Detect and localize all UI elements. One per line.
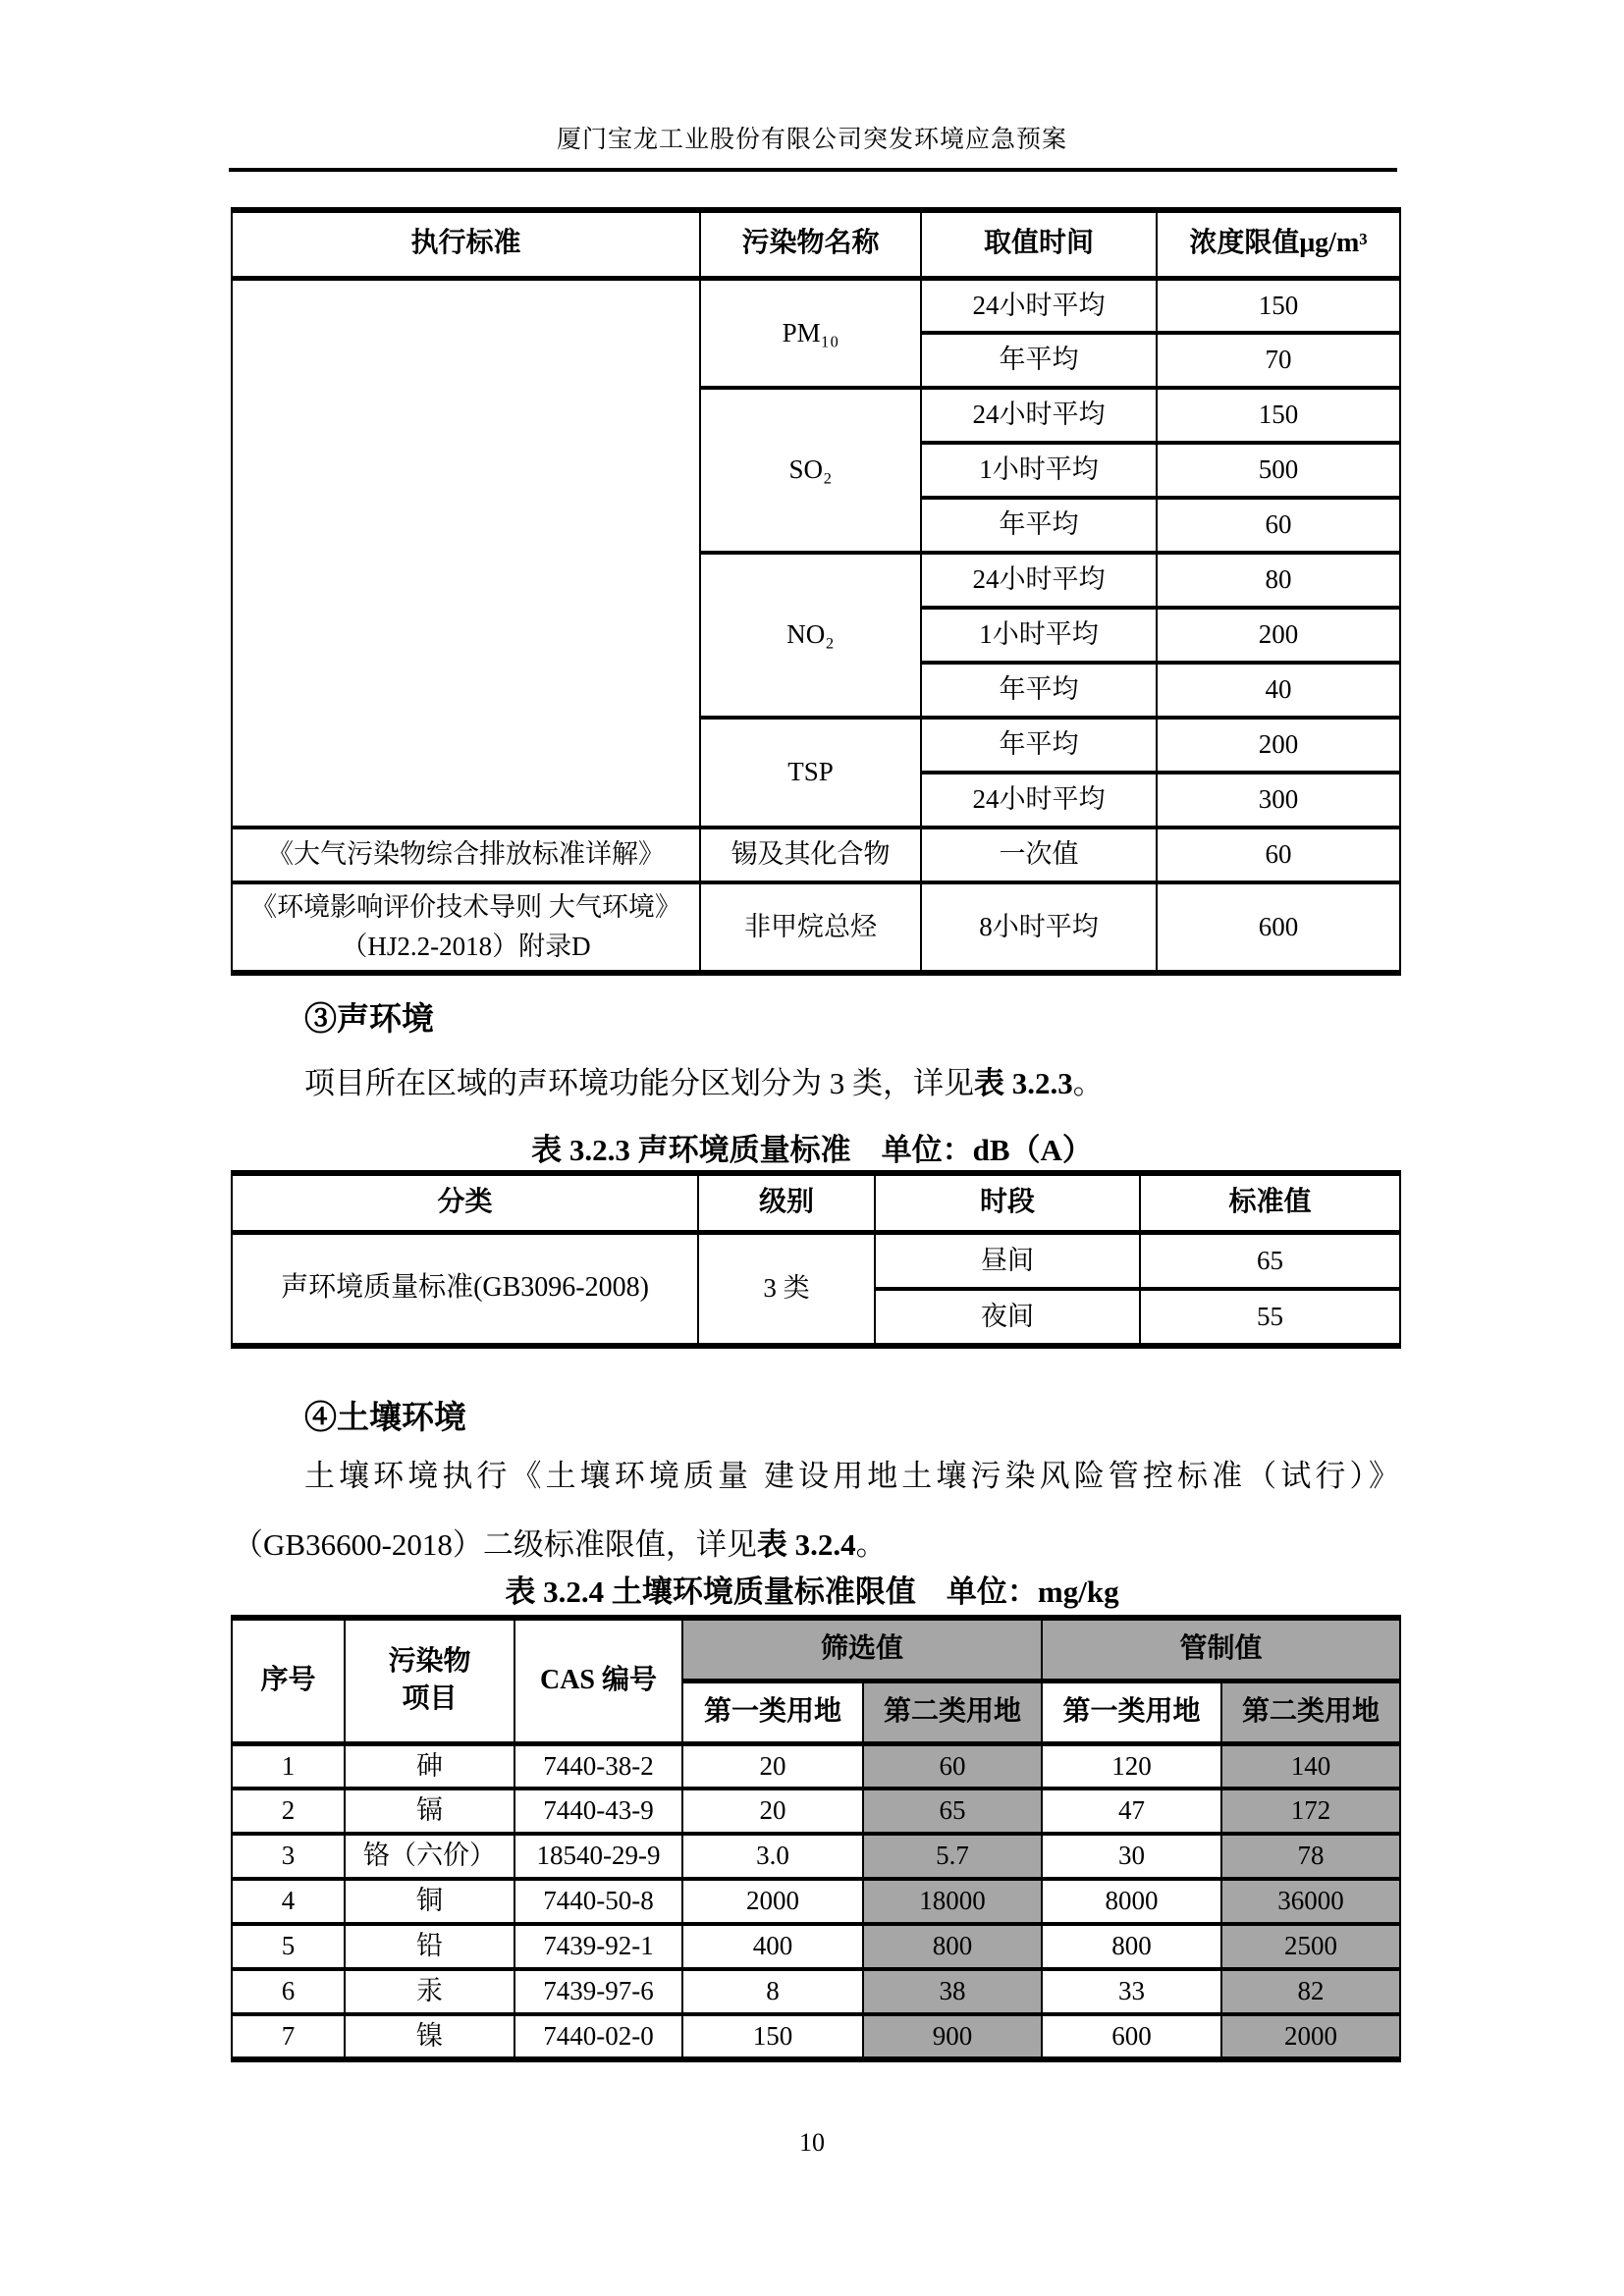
screening-class1-cell: 2000: [682, 1879, 863, 1924]
column-header-pollutant-item: [345, 1618, 514, 1743]
pollutant-item-cell: 镍: [345, 2014, 514, 2059]
noise-standards-table: [231, 1170, 1401, 1349]
column-header-pollutant-line1: 污染物: [388, 1646, 471, 1678]
pollutant-item-cell: 铅: [345, 1924, 514, 1969]
control-class2-cell: 140: [1221, 1743, 1400, 1789]
screening-class1-cell: 400: [682, 1924, 863, 1969]
column-header-cas: CAS 编号: [514, 1618, 682, 1743]
control-class2-cell: 172: [1221, 1789, 1400, 1834]
column-header-index: 序号: [232, 1618, 345, 1743]
averaging-time-cell: 年平均: [921, 498, 1157, 553]
noise-level-cell: 3 类: [698, 1232, 875, 1346]
table-323-reference: 表 3.2.3: [974, 1066, 1073, 1100]
column-header-land-class2: 第二类用地: [863, 1681, 1042, 1743]
column-header-value: 标准值: [1140, 1173, 1400, 1232]
document-header-title: 厦门宝龙工业股份有限公司突发环境应急预案: [556, 127, 1067, 153]
averaging-time-cell: 24小时平均: [921, 388, 1157, 443]
pollutant-item-cell: 铬（六价）: [345, 1834, 514, 1879]
paragraph-soil-line1: 土壤环境执行《土壤环境质量 建设用地土壤污染风险管控标准（试行）》: [304, 1459, 1399, 1493]
control-class2-cell: 2000: [1221, 2014, 1400, 2059]
row-index-cell: 7: [232, 2014, 345, 2059]
screening-class2-cell: 65: [863, 1789, 1042, 1834]
screening-class1-cell: 150: [682, 2014, 863, 2059]
column-header-limit: 浓度限值μg/m³: [1157, 210, 1400, 278]
screening-class2-cell: 38: [863, 1969, 1042, 2014]
noise-value-cell: 65: [1140, 1232, 1400, 1289]
column-header-period: 时段: [875, 1173, 1140, 1232]
paragraph-soil-line2: [233, 1520, 887, 1564]
table-324-reference: 表 3.2.4: [756, 1527, 856, 1562]
cas-number-cell: 7439-92-1: [514, 1924, 682, 1969]
screening-class1-cell: 3.0: [682, 1834, 863, 1879]
pollutant-name-cell: 锡及其化合物: [700, 828, 921, 882]
pollutant-item-cell: 砷: [345, 1743, 514, 1789]
control-class1-cell: 8000: [1042, 1879, 1221, 1924]
table-323-title: 表 3.2.3 声环境质量标准 单位：dB（A）: [531, 1133, 1093, 1167]
noise-category-cell: 声环境质量标准(GB3096-2008): [232, 1232, 698, 1346]
section-heading-soil: ④土壤环境: [304, 1401, 466, 1436]
cas-number-cell: 7439-97-6: [514, 1969, 682, 2014]
screening-class1-cell: 8: [682, 1969, 863, 2014]
limit-value-cell: 40: [1157, 663, 1400, 718]
control-class2-cell: 78: [1221, 1834, 1400, 1879]
column-header-land-class2: 第二类用地: [1221, 1681, 1400, 1743]
control-class1-cell: 47: [1042, 1789, 1221, 1834]
column-header-land-class1: 第一类用地: [1042, 1681, 1221, 1743]
screening-class2-cell: 18000: [863, 1879, 1042, 1924]
control-class2-cell: 2500: [1221, 1924, 1400, 1969]
noise-value-cell: 55: [1140, 1289, 1400, 1346]
limit-value-cell: 60: [1157, 828, 1400, 882]
limit-value-cell: 70: [1157, 333, 1400, 388]
limit-value-cell: 200: [1157, 718, 1400, 773]
pollutant-name-cell: SO₂: [700, 388, 921, 553]
control-class2-cell: 82: [1221, 1969, 1400, 2014]
averaging-time-cell: 1小时平均: [921, 608, 1157, 663]
noise-period-cell: 昼间: [875, 1232, 1140, 1289]
limit-value-cell: 60: [1157, 498, 1400, 553]
averaging-time-cell: 年平均: [921, 333, 1157, 388]
cas-number-cell: 7440-43-9: [514, 1789, 682, 1834]
control-class1-cell: 800: [1042, 1924, 1221, 1969]
column-group-screening-value: 筛选值: [682, 1618, 1042, 1681]
limit-value-cell: 200: [1157, 608, 1400, 663]
screening-class1-cell: 20: [682, 1743, 863, 1789]
air-quality-standards-table: [231, 207, 1401, 976]
averaging-time-cell: 24小时平均: [921, 278, 1157, 333]
column-header-standard: 执行标准: [232, 210, 700, 278]
column-header-pollutant-line2: 项目: [402, 1683, 458, 1715]
row-index-cell: 2: [232, 1789, 345, 1834]
limit-value-cell: 300: [1157, 773, 1400, 828]
row-index-cell: 5: [232, 1924, 345, 1969]
row-index-cell: 4: [232, 1879, 345, 1924]
table-324-title: 表 3.2.4 土壤环境质量标准限值 单位：mg/kg: [505, 1575, 1119, 1609]
limit-value-cell: 150: [1157, 388, 1400, 443]
row-index-cell: 6: [232, 1969, 345, 2014]
averaging-time-cell: 8小时平均: [921, 882, 1157, 973]
cas-number-cell: 7440-50-8: [514, 1879, 682, 1924]
pollutant-name-cell: 非甲烷总烃: [700, 882, 921, 973]
column-group-control-value: 管制值: [1042, 1618, 1400, 1681]
averaging-time-cell: 1小时平均: [921, 443, 1157, 498]
screening-class1-cell: 20: [682, 1789, 863, 1834]
soil-standards-table: [231, 1615, 1401, 2062]
paragraph-soil-period: 。: [855, 1527, 887, 1562]
pollutant-name-cell: NO₂: [700, 553, 921, 718]
page-number: 10: [799, 2128, 825, 2157]
column-header-level: 级别: [698, 1173, 875, 1232]
paragraph-noise: [304, 1058, 1104, 1102]
row-index-cell: 1: [232, 1743, 345, 1789]
section-heading-noise: ③声环境: [304, 1002, 434, 1038]
control-class1-cell: 600: [1042, 2014, 1221, 2059]
averaging-time-cell: 年平均: [921, 663, 1157, 718]
cas-number-cell: 7440-02-0: [514, 2014, 682, 2059]
limit-value-cell: 500: [1157, 443, 1400, 498]
averaging-time-cell: 24小时平均: [921, 773, 1157, 828]
pollutant-item-cell: 铜: [345, 1879, 514, 1924]
standard-name-cell: 《大气污染物综合排放标准详解》: [232, 828, 700, 882]
screening-class2-cell: 60: [863, 1743, 1042, 1789]
screening-class2-cell: 900: [863, 2014, 1042, 2059]
control-class1-cell: 33: [1042, 1969, 1221, 2014]
cas-number-cell: 7440-38-2: [514, 1743, 682, 1789]
control-class2-cell: 36000: [1221, 1879, 1400, 1924]
limit-value-cell: 150: [1157, 278, 1400, 333]
pollutant-item-cell: 汞: [345, 1969, 514, 2014]
screening-class2-cell: 5.7: [863, 1834, 1042, 1879]
noise-period-cell: 夜间: [875, 1289, 1140, 1346]
cas-number-cell: 18540-29-9: [514, 1834, 682, 1879]
column-header-time: 取值时间: [921, 210, 1157, 278]
standard-name-cell-blank: [232, 278, 700, 828]
paragraph-soil-text: （GB36600-2018）二级标准限值，详见: [233, 1527, 757, 1562]
pollutant-name-cell: PM₁₀: [700, 278, 921, 388]
control-class1-cell: 30: [1042, 1834, 1221, 1879]
pollutant-item-cell: 镉: [345, 1789, 514, 1834]
column-header-pollutant: 污染物名称: [700, 210, 921, 278]
limit-value-cell: 80: [1157, 553, 1400, 608]
header-divider: [229, 168, 1397, 172]
column-header-land-class1: 第一类用地: [682, 1681, 863, 1743]
paragraph-noise-text: 项目所在区域的声环境功能分区划分为 3 类，详见: [304, 1066, 974, 1100]
pollutant-name-cell: TSP: [700, 718, 921, 828]
averaging-time-cell: 一次值: [921, 828, 1157, 882]
paragraph-noise-period: 。: [1072, 1066, 1104, 1100]
limit-value-cell: 600: [1157, 882, 1400, 973]
column-header-category: 分类: [232, 1173, 698, 1232]
standard-name-cell: 《环境影响评价技术导则 大气环境》（HJ2.2-2018）附录D: [232, 882, 700, 973]
control-class1-cell: 120: [1042, 1743, 1221, 1789]
averaging-time-cell: 年平均: [921, 718, 1157, 773]
screening-class2-cell: 800: [863, 1924, 1042, 1969]
row-index-cell: 3: [232, 1834, 345, 1879]
averaging-time-cell: 24小时平均: [921, 553, 1157, 608]
